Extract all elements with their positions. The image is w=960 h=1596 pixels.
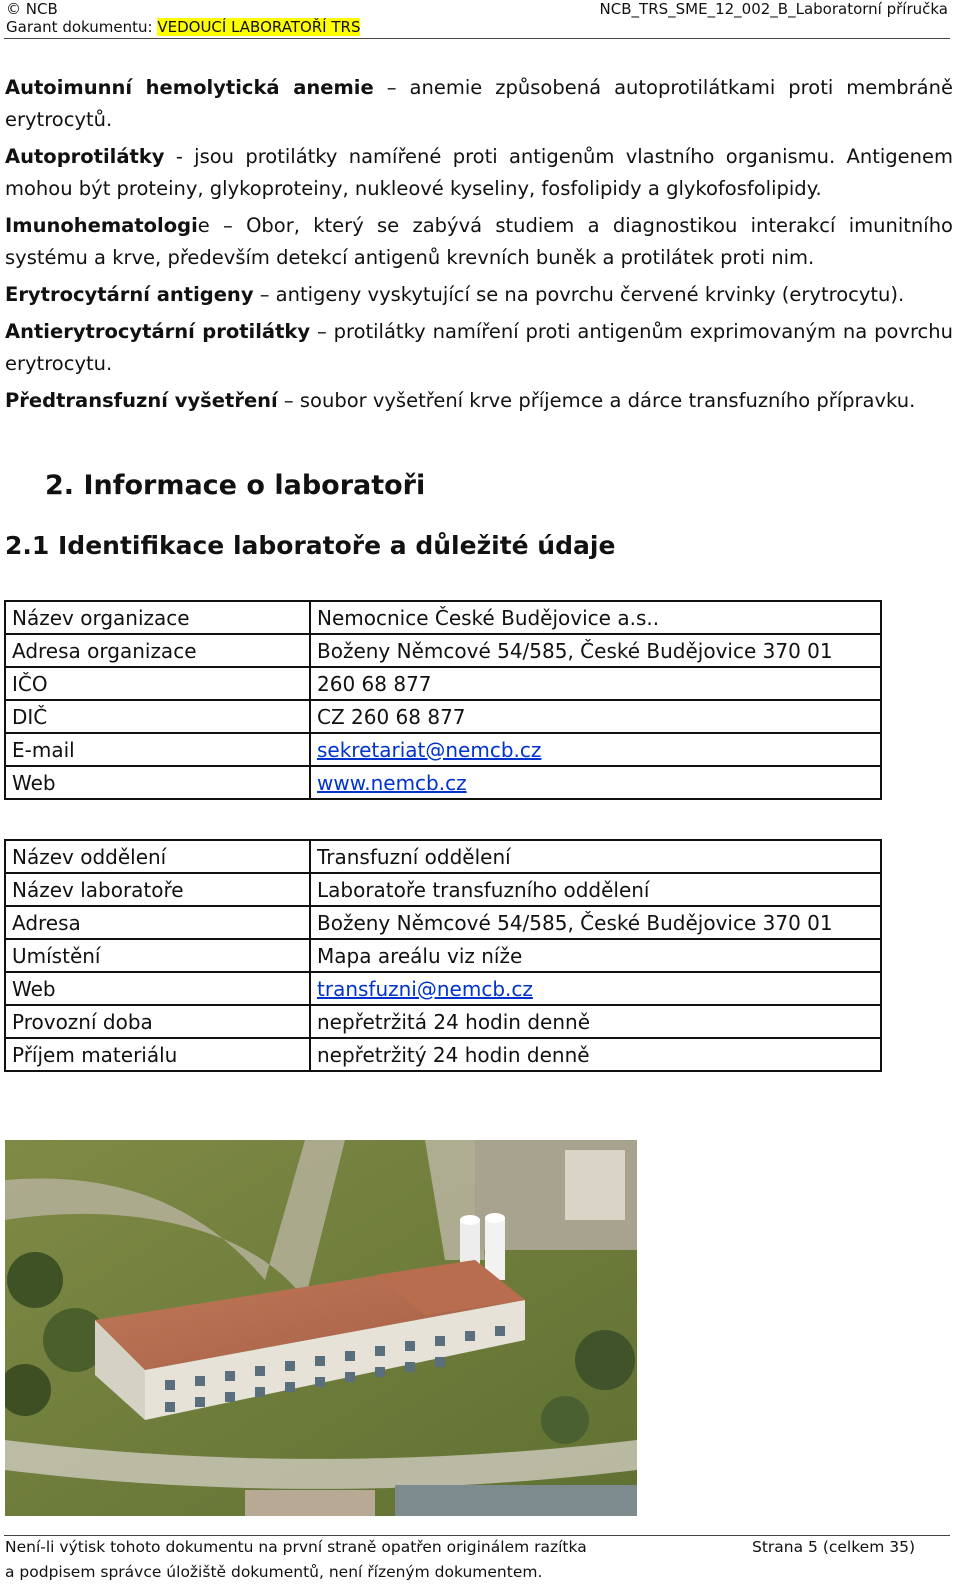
definition-item <box>5 72 953 136</box>
row-label: Umístění <box>5 939 310 972</box>
definitions <box>5 72 953 422</box>
header-left <box>6 0 360 36</box>
table-row <box>5 873 881 906</box>
row-label: Adresa organizace <box>5 634 310 667</box>
definition-text: e – Obor, který se zabývá studiem a diagnostikou interakcí imunitního systému a krve, především detekcí antigenů krevních buněk a protilátek proti nim. <box>5 214 953 269</box>
definition-text: – soubor vyšetření krve příjemce a dárce transfuzního přípravku. <box>277 389 916 412</box>
department-table <box>4 839 882 1072</box>
table-row <box>5 733 881 766</box>
table-row <box>5 972 881 1005</box>
row-label: DIČ <box>5 700 310 733</box>
section-heading: 2. Informace o laboratoři <box>45 470 426 501</box>
row-label: Název oddělení <box>5 840 310 873</box>
definition-item <box>5 279 953 311</box>
definition-term: Autoimunní hemolytická anemie <box>5 76 374 99</box>
email-link[interactable]: sekretariat@nemcb.cz <box>317 737 542 762</box>
definition-item <box>5 385 953 417</box>
page-number: Strana 5 (celkem 35) <box>752 1538 915 1556</box>
footer-line-2: a podpisem správce úložiště dokumentů, není řízeným dokumentem. <box>5 1563 543 1581</box>
subsection-heading: 2.1 Identifikace laboratoře a důležité údaje <box>5 531 616 560</box>
guarantor-label: Garant dokumentu: <box>6 18 153 36</box>
row-label: IČO <box>5 667 310 700</box>
definition-term: Erytrocytární antigeny <box>5 283 254 306</box>
row-label: Adresa <box>5 906 310 939</box>
footer-note <box>5 1535 705 1585</box>
table-row <box>5 601 881 634</box>
row-value: Boženy Němcové 54/585, České Budějovice 370 01 <box>310 634 881 667</box>
row-value: 260 68 877 <box>310 667 881 700</box>
row-value: Boženy Němcové 54/585, České Budějovice 370 01 <box>310 906 881 939</box>
department-email-link[interactable]: transfuzni@nemcb.cz <box>317 976 533 1001</box>
definition-item <box>5 141 953 205</box>
row-value: CZ 260 68 877 <box>310 700 881 733</box>
row-label: Provozní doba <box>5 1005 310 1038</box>
row-value: nepřetržitý 24 hodin denně <box>310 1038 881 1071</box>
row-label: Název laboratoře <box>5 873 310 906</box>
definition-item <box>5 316 953 380</box>
row-value: nepřetržitá 24 hodin denně <box>310 1005 881 1038</box>
definition-text: – protilátky namíření proti antigenům exprimovaným na povrchu erytrocytu. <box>5 320 953 375</box>
definition-text: – anemie způsobená autoprotilátkami proti membráně erytrocytů. <box>5 76 953 131</box>
table-row <box>5 840 881 873</box>
table-row <box>5 700 881 733</box>
definition-term: Imunohematologi <box>5 214 198 237</box>
footer-line-1: Není-li výtisk tohoto dokumentu na první straně opatřen originálem razítka <box>5 1538 587 1556</box>
row-label: Web <box>5 972 310 1005</box>
table-row <box>5 667 881 700</box>
row-label: E-mail <box>5 733 310 766</box>
table-row <box>5 906 881 939</box>
document-id: NCB_TRS_SME_12_002_B_Laboratorní příručka <box>599 0 948 18</box>
row-value: Nemocnice České Budějovice a.s.. <box>310 601 881 634</box>
row-label: Web <box>5 766 310 799</box>
aerial-photo-illustration <box>5 1140 637 1516</box>
table-row <box>5 939 881 972</box>
table-row <box>5 766 881 799</box>
definition-term: Předtransfuzní vyšetření <box>5 389 278 412</box>
row-label: Příjem materiálu <box>5 1038 310 1071</box>
organization-table <box>4 600 882 800</box>
definition-text: - jsou protilátky namířené proti antigenům vlastního organismu. Antigenem mohou být proteiny, glykoproteiny, nukleové kyseliny, fosfolipidy a glykofosfolipidy. <box>5 145 953 200</box>
row-label: Název organizace <box>5 601 310 634</box>
table-row <box>5 1038 881 1071</box>
web-link[interactable]: www.nemcb.cz <box>317 770 467 795</box>
aerial-photo <box>5 1140 637 1516</box>
definition-item <box>5 210 953 274</box>
guarantor-value: VEDOUCÍ LABORATOŘÍ TRS <box>157 18 361 36</box>
definition-text: – antigeny vyskytující se na povrchu červené krvinky (erytrocytu). <box>253 283 905 306</box>
header-divider <box>4 38 950 39</box>
table-row <box>5 634 881 667</box>
guarantor <box>6 18 360 36</box>
row-value: Transfuzní oddělení <box>310 840 881 873</box>
row-value: Laboratoře transfuzního oddělení <box>310 873 881 906</box>
table-row <box>5 1005 881 1038</box>
definition-term: Antierytrocytární protilátky <box>5 320 311 343</box>
row-value: Mapa areálu viz níže <box>310 939 881 972</box>
copyright: © NCB <box>6 0 58 18</box>
definition-term: Autoprotilátky <box>5 145 165 168</box>
